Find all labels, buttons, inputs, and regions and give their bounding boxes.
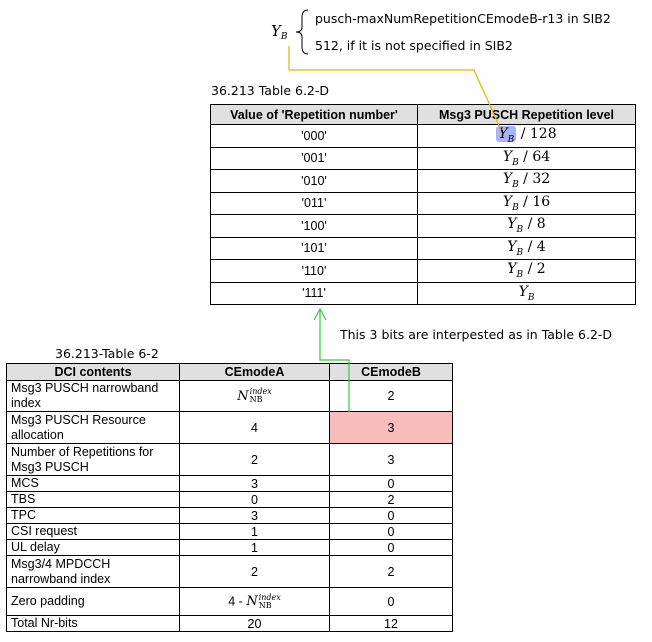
cemodeb-value: 0: [330, 540, 453, 556]
yellow-connector-line: [289, 46, 501, 130]
cemodeb-value: 2: [330, 492, 453, 508]
repetition-level: $Y_B / 64$: [418, 147, 636, 170]
cemodea-value: 3: [180, 476, 330, 492]
repetition-value: '001': [211, 147, 418, 170]
table-62-caption: 36.213-Table 6-2: [55, 346, 159, 361]
repetition-value: '010': [211, 170, 418, 193]
cemodea-value: 1: [180, 524, 330, 540]
col-header-level: Msg3 PUSCH Repetition level: [418, 105, 636, 125]
cemodeb-value: 0: [330, 508, 453, 524]
yb-symbol: $Y_B$: [271, 22, 288, 42]
repetition-level: $Y_B / 16$: [418, 192, 636, 215]
dci-name: Zero padding: [7, 588, 180, 616]
dci-name: Msg3 PUSCH Resource allocation: [7, 412, 180, 444]
dci-name: Total Nr-bits: [7, 616, 180, 632]
dci-name: TPC: [7, 508, 180, 524]
cemodea-value: 2: [180, 556, 330, 588]
dci-name: Number of Repetitions for Msg3 PUSCH: [7, 444, 180, 476]
dci-name: UL delay: [7, 540, 180, 556]
repetition-level: $Y_B / 32$: [418, 170, 636, 193]
repetition-value: '100': [211, 215, 418, 238]
col-header-dci: DCI contents: [7, 364, 180, 381]
cemodea-value: 1: [180, 540, 330, 556]
repetition-value: '101': [211, 237, 418, 260]
definition-line-1: pusch-maxNumRepetitionCEmodeB-r13 in SIB2: [315, 11, 611, 26]
dci-name: Msg3 PUSCH narrowband index: [7, 381, 180, 412]
repetition-value: '000': [211, 125, 418, 148]
repetition-value: '111': [211, 282, 418, 305]
cemodeb-value: 0: [330, 524, 453, 540]
repetition-value: '011': [211, 192, 418, 215]
cemodeb-value: 12: [330, 616, 453, 632]
repetition-value: '110': [211, 260, 418, 283]
cemodeb-value-highlighted: 3: [330, 412, 453, 444]
cemodea-value: 4 - N index NB: [180, 588, 330, 616]
repetition-level: $Y_B / 2$: [418, 260, 636, 283]
dci-name: Msg3/4 MPDCCH narrowband index: [7, 556, 180, 588]
col-header-value: Value of 'Repetition number': [211, 105, 418, 125]
col-header-cemodeb: CEmodeB: [330, 364, 453, 381]
cemodea-value: 3: [180, 508, 330, 524]
annotation-text: This 3 bits are interpested as in Table 6.2-D: [340, 327, 613, 342]
cemodeb-value: 3: [330, 444, 453, 476]
dci-name: CSI request: [7, 524, 180, 540]
n-nb-index-symbol: N index NB: [246, 592, 281, 610]
cemodea-value: 4: [180, 412, 330, 444]
repetition-level: $Y_B / 128$: [418, 125, 636, 148]
cemodeb-value: 0: [330, 588, 453, 616]
dci-name: MCS: [7, 476, 180, 492]
repetition-level: $Y_B / 4$: [418, 237, 636, 260]
col-header-cemodea: CEmodeA: [180, 364, 330, 381]
repetition-level: $Y_B$: [418, 282, 636, 305]
cemodea-value: 0: [180, 492, 330, 508]
repetition-level: $Y_B / 8$: [418, 215, 636, 238]
cemodeb-value: 2: [330, 556, 453, 588]
n-nb-index-symbol: N index NB: [237, 387, 272, 404]
dci-name: TBS: [7, 492, 180, 508]
cemodeb-value: 0: [330, 476, 453, 492]
green-connector-line: [320, 311, 349, 412]
cemodeb-value: 2: [330, 381, 453, 412]
yb-highlight: $Y_B$: [498, 126, 515, 146]
cemodea-value: 20: [180, 616, 330, 632]
table-62d-caption: 36.213 Table 6.2-D: [211, 83, 330, 98]
cemodea-value: 2: [180, 444, 330, 476]
definition-line-2: 512, if it is not specified in SIB2: [315, 38, 513, 53]
